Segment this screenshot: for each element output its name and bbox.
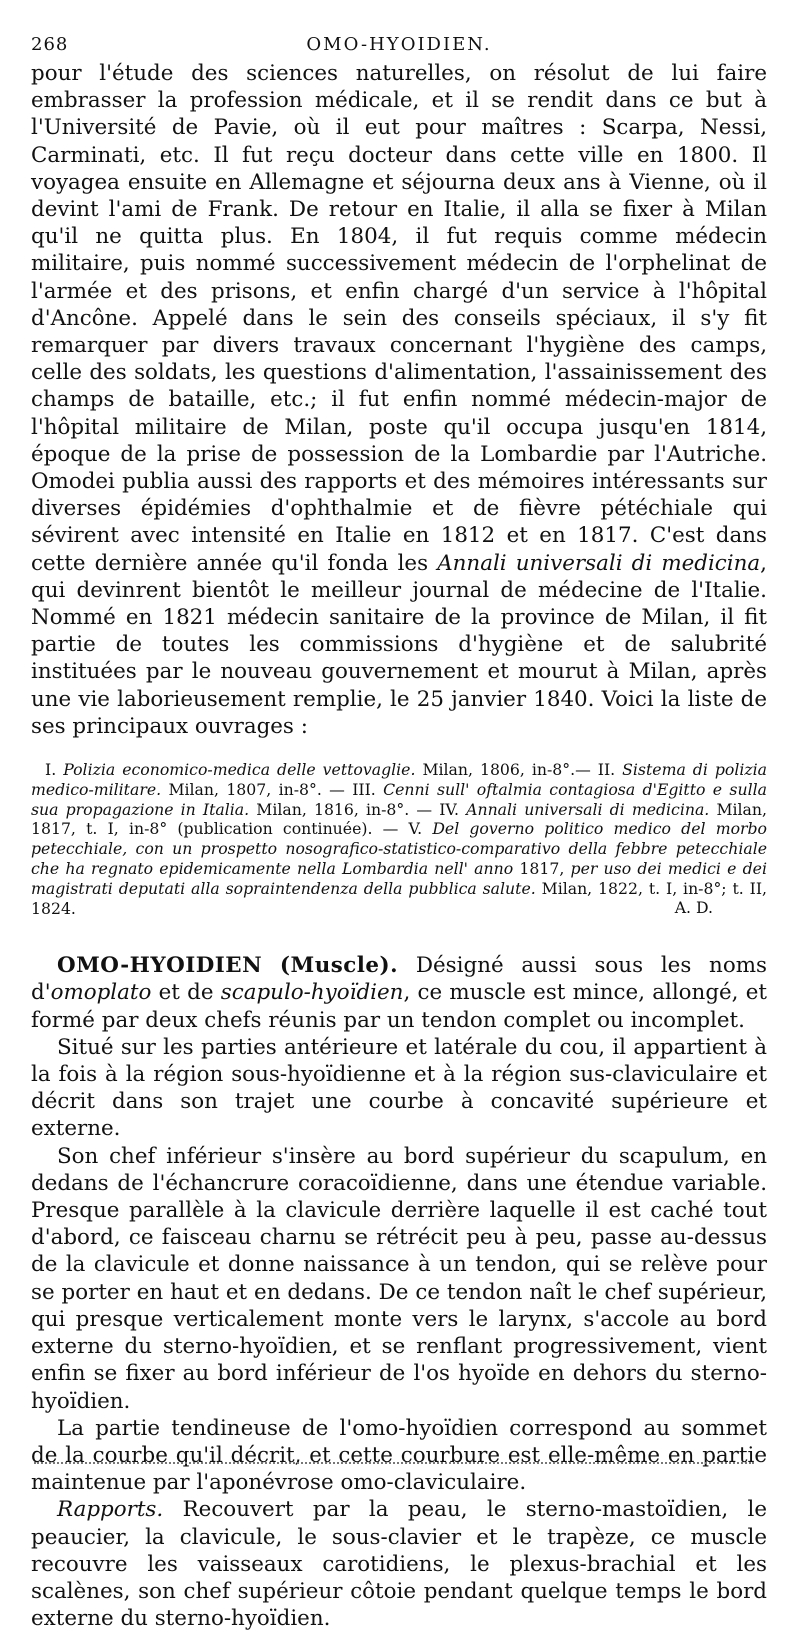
page-number: 268	[31, 34, 69, 55]
work-publication: Milan, 1822, t. I, in-8°; t. II, 1824.	[31, 878, 768, 918]
work-number: I.	[45, 760, 57, 780]
biography-text: pour l'étude des sciences naturelles, on résolut de lui faire embrasser la profession médicale, et il se rendit dans ce but à l'Université de Pavie, où il eut pour maîtres : Scarpa, Nessi, Carminati, etc. Il fut reçu docteur dans cette ville en 1800. Il voyagea ensuite en Allemagne et séjourna deux ans à Vienne, où il devint l'ami de Frank. De retour en Italie, il alla se fixer à Milan qu'il ne quitta plus. En 1804, il fut requis comme médecin militaire, puis nommé successivement médecin de l'orphelinat de l'armée et des prisons, et enfin chargé d'un service à l'hôpital d'Ancône. Appelé dans le sein des conseils spéciaux, il s'y fit remarquer par divers travaux concernant l'hygiène des camps, celle des soldats, les questions d'alimentation, l'assainissement des champs de bataille, etc.; il fut enfin nommé médecin-major de l'hôpital militaire de Milan, poste qu'il occupa jusqu'en 1814, époque de la prise de possession de la Lombardie par l'Autriche. Omodei publia aussi des rapports et des mémoires intéressants sur diverses épidémies d'ophthalmie et de fièvre pétéchiale qui sévirent avec intensité en Italie en 1812 et en 1817. C'est dans cette dernière année qu'il fonda les	[31, 61, 767, 576]
article-paragraph: Situé sur les parties antérieure et latérale du cou, il appartient à la fois à la région sous-hyoïdienne et à la région sus-claviculaire et décrit dans son trajet une courbe à concavité supérieure et externe.	[31, 1034, 767, 1142]
headword-note: (Muscle).	[279, 953, 399, 979]
work-publication: Milan, 1807, in-8°. —	[168, 779, 345, 799]
article-paragraph: La partie tendineuse de l'omo-hyoïdien correspond au sommet de la courbe qu'il décrit, et cette courbure est elle-même en partie maintenue par l'aponévrose omo-claviculaire.	[31, 1415, 767, 1496]
synonym-term: omoplato	[50, 980, 152, 1006]
work-title: Annali universali di medicina.	[466, 799, 710, 819]
work-number: II.	[597, 760, 616, 780]
intro-text: Désigné aussi sous les noms d'	[31, 953, 767, 1006]
article-headword: OMO-HYOIDIEN	[57, 953, 263, 979]
synonym-term: scapulo-hyoïdien	[220, 980, 404, 1006]
work-title: Cenni sull' oftalmia contagiosa d'Egitto e sulla sua propagazione in Italia.	[31, 779, 767, 819]
intro-text: et de	[151, 980, 221, 1006]
footer-dotted-rule	[34, 1462, 754, 1464]
rapports-paragraph	[31, 1496, 767, 1632]
intro-text: , ce muscle est mince, allongé, et formé par deux chefs réunis par un tendon complet ou incomplet.	[31, 980, 767, 1033]
work-title: Polizia economico-medica delle vettovaglie.	[63, 760, 416, 780]
work-title: Del governo politico medico del morbo petecchiale, con un prospetto nosografico-statistico-comparativo della febbre petecchiale che ha regnato epidemicamente nella Lombardia nell' anno	[31, 819, 768, 879]
page-header	[31, 0, 767, 60]
work-title-continued: per uso dei medici e dei magistrati deputati alla sopraintendenza della pubblica salute.	[31, 859, 767, 898]
bibliography	[31, 760, 767, 918]
work-number: IV.	[439, 799, 459, 819]
section-label: Rapports.	[57, 1497, 164, 1523]
author-signature: A. D.	[674, 898, 713, 918]
running-title: OMO-HYOIDIEN.	[306, 34, 492, 55]
article-paragraph: Son chef inférieur s'insère au bord supérieur du scapulum, en dedans de l'échancrure coracoïdienne, dans une étendue variable. Presque parallèle à la clavicule derrière laquelle il est caché tout d'abord, ce faisceau charnu se rétrécit peu à peu, passe au-dessus de la clavicule et donne naissance à un tendon, qui se relève pour se porter en haut et en dedans. De ce tendon naît le chef supérieur, qui presque verticalement monte vers le larynx, s'accole au bord externe du sterno-hyoïdien, et se renflant progressivement, vient enfin se fixer au bord inférieur de l'os hyoïde en dehors du sterno-hyoïdien.	[31, 1143, 767, 1414]
biography-paragraph	[31, 60, 767, 740]
article-intro	[31, 952, 767, 1034]
biography-text-end: , qui devinrent bientôt le meilleur journal de médecine de l'Italie. Nommé en 1821 médecin sanitaire de la province de Milan, il fit partie de toutes les commissions d'hygiène et de salubrité instituées par le nouveau gouvernement et mourut à Milan, après une vie laborieusement remplie, le 25 janvier 1840. Voici la liste de ses principaux ouvrages :	[31, 550, 767, 739]
journal-title: Annali universali di medicina	[437, 550, 761, 576]
article-omo-hyoidien	[31, 952, 767, 1632]
rapports-text: Recouvert par la peau, le sterno-mastoïdien, le peaucier, la clavicule, le sous-clavier et le trapèze, ce muscle recouvre les vaisseaux carotidiens, le plexus-brachial et les scalènes, son chef supérieur côtoie pendant quelque temps le bord externe du sterno-hyoïdien.	[31, 1497, 767, 1632]
work-number: V.	[408, 819, 423, 839]
work-publication: Milan, 1806, in-8°.—	[422, 760, 591, 780]
work-publication: Milan, 1817, t. I, in-8° (publication continuée). —	[31, 799, 767, 839]
work-publication: Milan, 1816, in-8°. —	[256, 799, 433, 819]
work-year: 1817,	[519, 859, 565, 879]
work-number: III.	[352, 779, 376, 799]
work-title: Sistema di polizia medico-militare.	[31, 760, 767, 799]
